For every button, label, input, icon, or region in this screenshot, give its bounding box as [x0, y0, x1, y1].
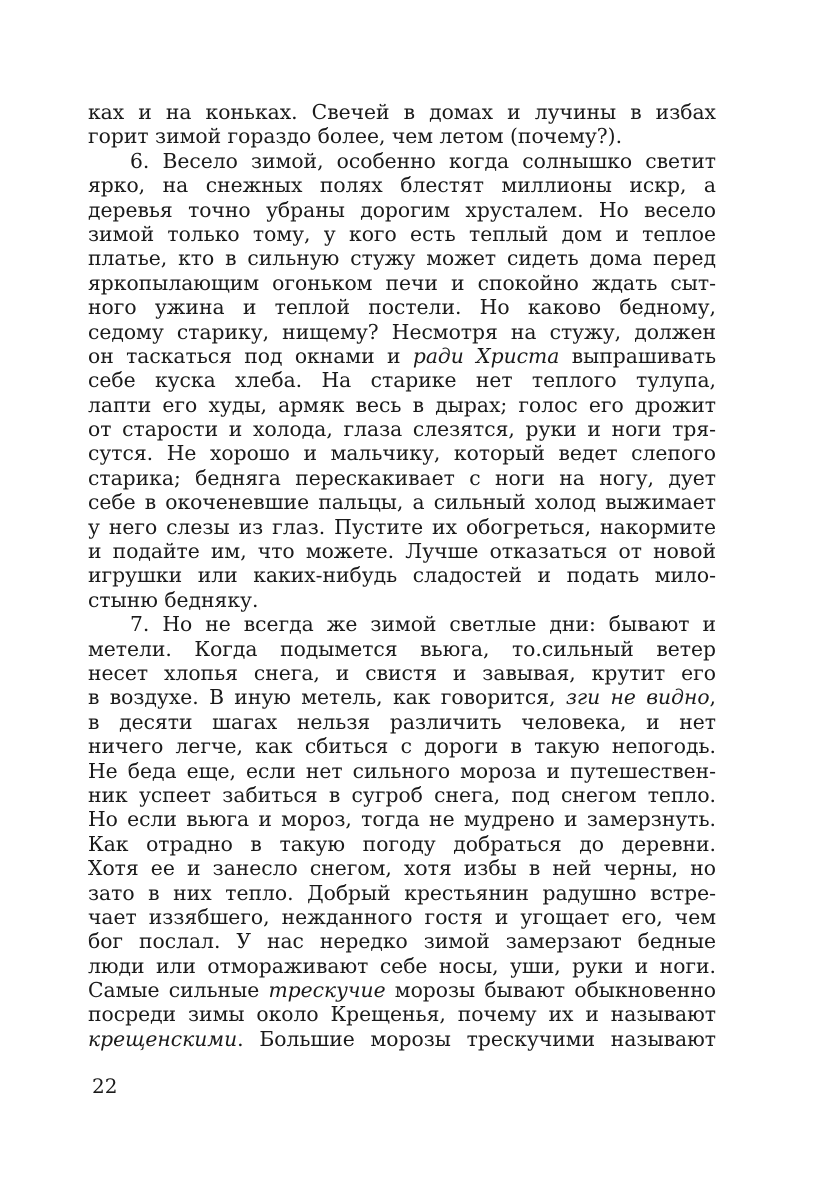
text-line: себе в окоченевшие пальцы, а сильный холод выжимает [88, 490, 716, 515]
text-segment: , [709, 685, 716, 710]
text-line: ного ужина и теплой постели. Но каково бедному, [88, 295, 716, 320]
italic-phrase: крещенскими [88, 1026, 238, 1051]
text-line: седому старику, нищему? Несмотря на стужу, должен [88, 319, 716, 344]
text-segment: Самые сильные [88, 978, 269, 1003]
text-line [88, 685, 716, 709]
paragraph-6-start: 6. Весело зимой, особенно когда солнышко светит [130, 148, 716, 173]
page-number: 22 [92, 1074, 118, 1098]
text-line: Но если вьюга и мороз, тогда не мудрено и замерзнуть. [88, 807, 716, 832]
text-line [88, 978, 716, 1002]
page-text [88, 100, 716, 1051]
text-line: лапти его худы, армяк весь в дырах; голос его дрожит [88, 392, 716, 417]
italic-phrase: зги не видно [565, 685, 710, 710]
text-line: Не беда еще, если нет сильного мороза и путешествен- [88, 758, 716, 783]
text-line: и подайте им, что можете. Лучше отказаться от новой [88, 539, 716, 564]
text-line: старика; бедняга перескакивает с ноги на ногу, дует [88, 465, 716, 490]
text-line: чает иззябшего, нежданного гостя и угощает его, чем [88, 904, 716, 929]
italic-phrase: ради Христа [412, 343, 560, 368]
text-line: игрушки или каких-нибудь сладостей и подать мило- [88, 563, 716, 588]
text-segment: в воздухе. В иную метель, как говорится, [88, 685, 566, 710]
text-line: зимой только тому, у кого есть теплый дом и теплое [88, 221, 716, 246]
text-line: горит зимой гораздо более, чем летом (почему?). [88, 124, 623, 149]
text-line: люди или отмораживают себе носы, уши, руки и ноги. [88, 953, 716, 978]
text-segment: морозы бывают обыкновенно [385, 978, 716, 1003]
text-segment: он таскаться под окнами и [88, 343, 413, 368]
text-line: Как отрадно в такую погоду добраться до деревни. [88, 831, 716, 856]
text-line: бог послал. У нас нередко зимой замерзают бедные [88, 929, 716, 954]
text-segment: выпрашивать [559, 343, 717, 368]
text-line: деревья точно убраны дорогим хрусталем. Но весело [88, 197, 716, 222]
text-line: сутся. Не хорошо и мальчику, который ведет слепого [88, 441, 716, 466]
text-line: стыню бедняку. [88, 587, 259, 612]
text-line: ник успеет забиться в сугроб снега, под снегом тепло. [88, 782, 716, 807]
text-line: зато в них тепло. Добрый крестьянин радушно встре- [88, 880, 716, 905]
text-line: яркопылающим огоньком печи и спокойно ждать сыт- [88, 270, 716, 295]
paragraph-7-start: 7. Но не всегда же зимой светлые дни: бывают и [130, 612, 716, 637]
text-line [88, 344, 716, 368]
text-line: ках и на коньках. Свечей в домах и лучины в избах [88, 100, 716, 124]
text-line: Хотя ее и занесло снегом, хотя избы в ней черны, но [88, 856, 716, 881]
text-line [88, 1027, 716, 1051]
text-line: метели. Когда подымется вьюга, то.сильный ветер [88, 636, 716, 661]
text-line: от старости и холода, глаза слезятся, руки и ноги тря- [88, 417, 716, 442]
text-line: у него слезы из глаз. Пустите их обогреться, накормите [88, 514, 716, 539]
italic-phrase: трескучие [268, 978, 386, 1003]
text-line: ничего легче, как сбиться с дороги в такую непогодь. [88, 734, 716, 759]
text-line: посреди зимы около Крещенья, почему их и называют [88, 1002, 716, 1027]
text-line: несет хлопья снега, и свистя и завывая, крутит его [88, 660, 716, 685]
text-line: платье, кто в сильную стужу может сидеть дома перед [88, 246, 716, 271]
text-segment: . Большие морозы трескучими называют [237, 1026, 716, 1051]
text-line: себе куска хлеба. На старике нет теплого тулупа, [88, 368, 716, 393]
text-line: в десяти шагах нельзя различить человека, и нет [88, 709, 716, 734]
text-line: ярко, на снежных полях блестят миллионы искр, а [88, 173, 716, 198]
